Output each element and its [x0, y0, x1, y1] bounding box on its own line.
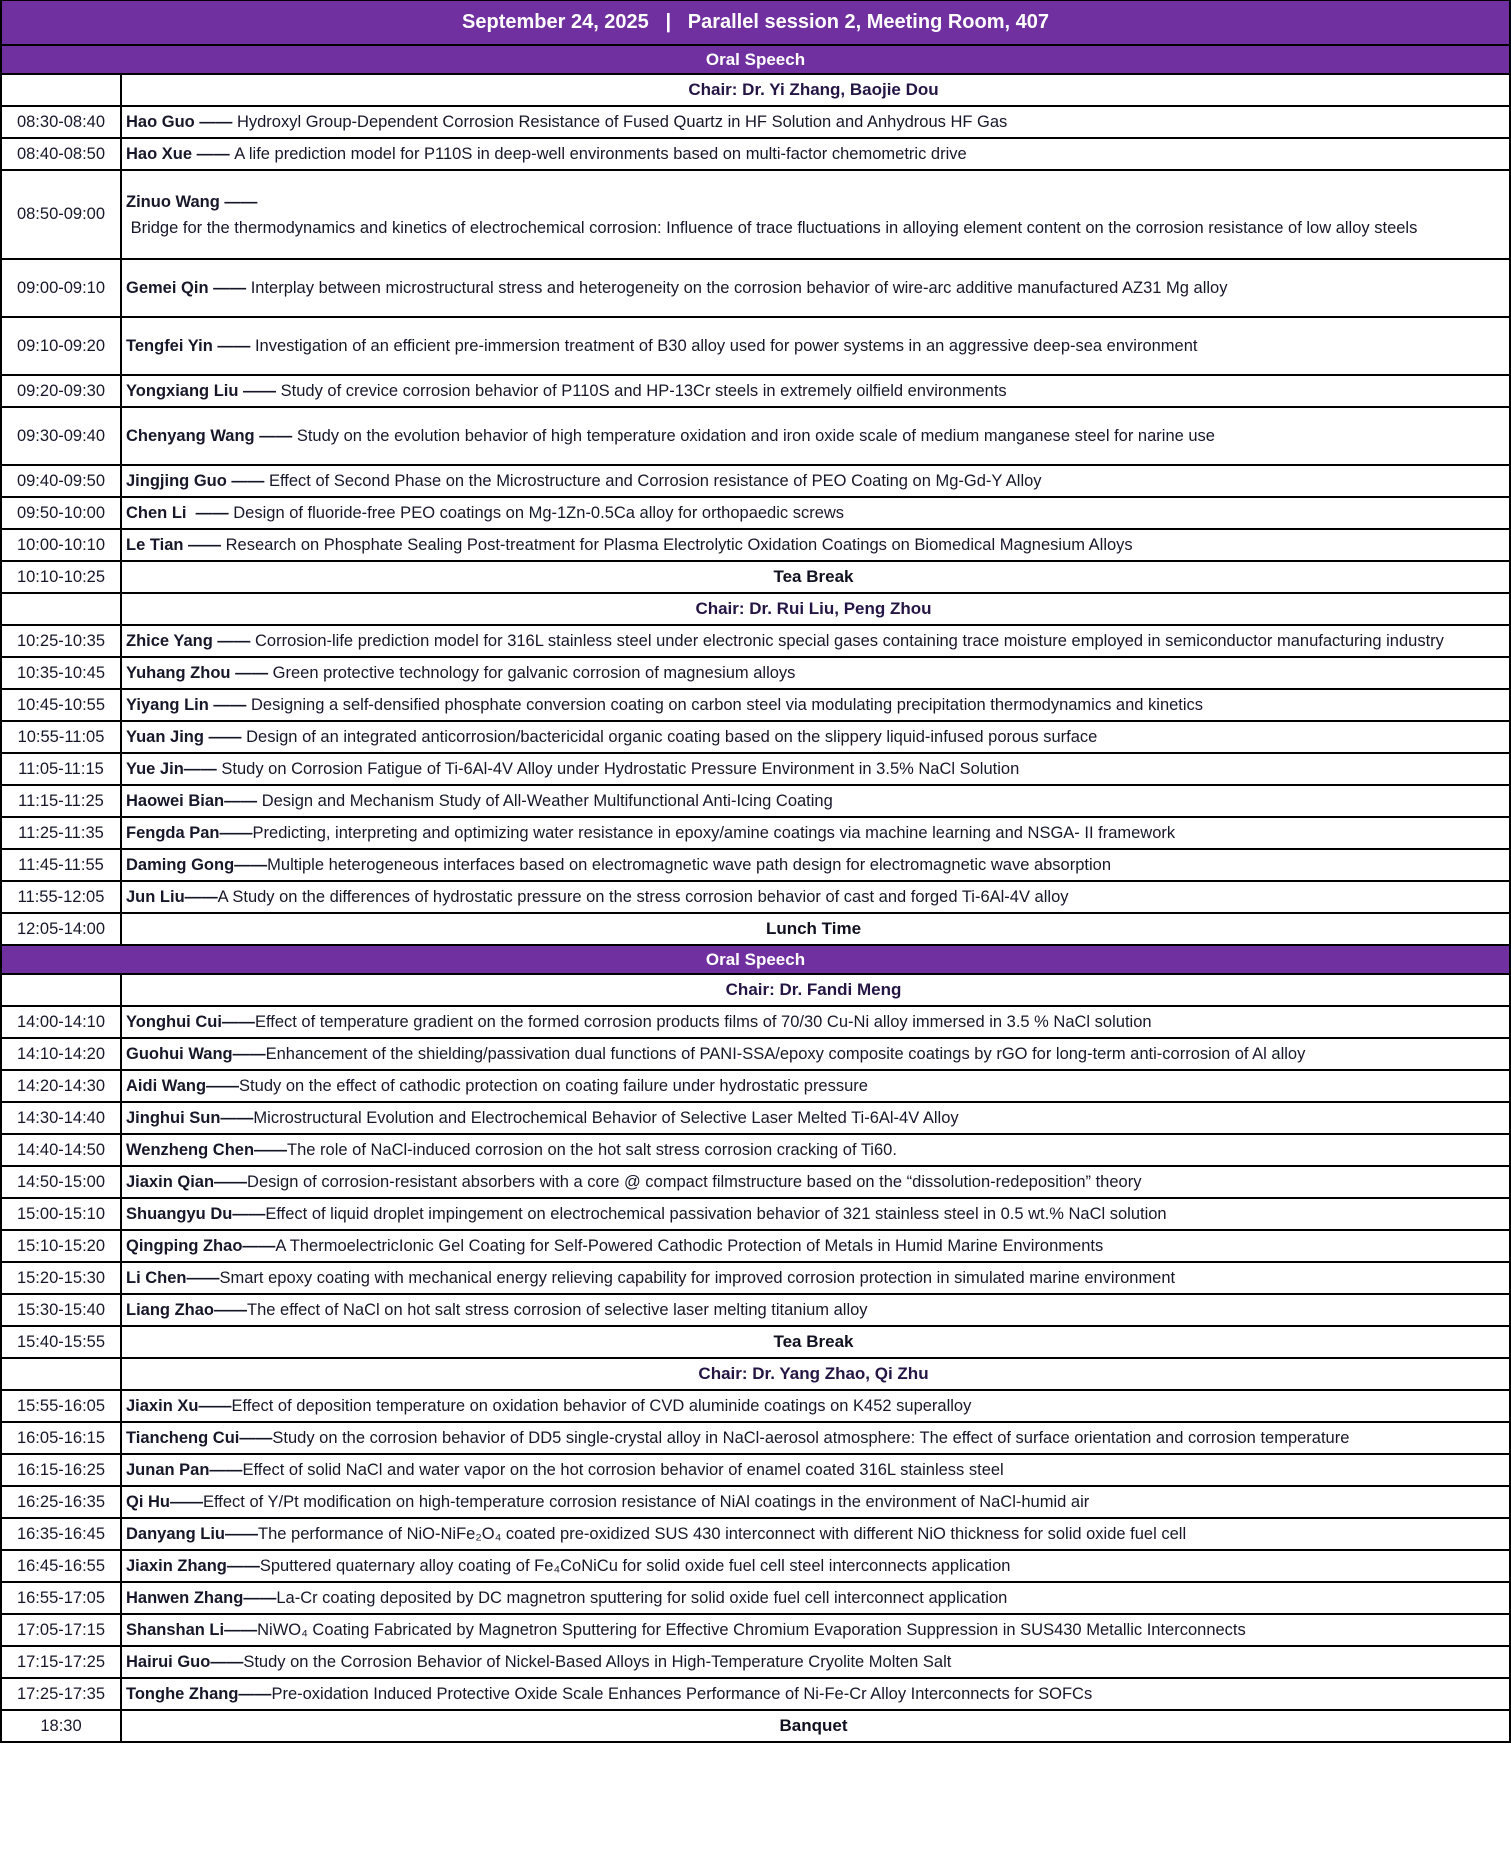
talk-row: [2, 105, 1509, 137]
chair-row: [2, 973, 1509, 1005]
break-cell: [122, 1711, 1509, 1741]
chair-row: [2, 73, 1509, 105]
talk-cell: [122, 171, 1509, 258]
time-cell: 16:55-17:05: [2, 1583, 122, 1613]
talk-title: Enhancement of the shielding/passivation dual functions of PANI-SSA/epoxy composite coatings by rGO for long-term anti-corrosion of Al alloy: [265, 1045, 1306, 1063]
time-cell: 09:00-09:10: [2, 260, 122, 316]
talk-cell: [122, 530, 1509, 560]
talk-cell: [122, 107, 1509, 137]
talk-row: [2, 1037, 1509, 1069]
talk-title: Effect of temperature gradient on the formed corrosion products films of 70/30 Cu-Ni alloy immersed in 3.5 % NaCl solution: [254, 1013, 1152, 1031]
time-cell: 11:25-11:35: [2, 818, 122, 848]
talk-row: [2, 848, 1509, 880]
time-cell: 10:25-10:35: [2, 626, 122, 656]
talk-row: [2, 880, 1509, 912]
speaker-name: Hao Guo ——: [126, 113, 233, 131]
speaker-name: Yongxiang Liu ——: [126, 382, 277, 400]
break-cell: [122, 562, 1509, 592]
break-row: [2, 560, 1509, 592]
time-cell: 09:30-09:40: [2, 408, 122, 464]
talk-title: Bridge for the thermodynamics and kinetics of electrochemical corrosion: Influence of trace fluctuations in alloying element content on the corrosion resistance of low alloy steels: [126, 218, 1418, 237]
talk-row: [2, 1421, 1509, 1453]
talk-title: Sputtered quaternary alloy coating of Fe₄CoNiCu for solid oxide fuel cell steel interconnects application: [259, 1557, 1011, 1575]
talk-cell: [122, 1167, 1509, 1197]
chair-cell: [122, 1359, 1509, 1389]
time-cell: [2, 1359, 122, 1389]
talk-row: [2, 406, 1509, 464]
speaker-name: Yuhang Zhou ——: [126, 664, 269, 682]
talk-cell: [122, 786, 1509, 816]
talk-title: Design of fluoride-free PEO coatings on Mg-1Zn-0.5Ca alloy for orthopaedic screws: [228, 504, 845, 522]
talk-cell: [122, 1679, 1509, 1709]
time-cell: 17:25-17:35: [2, 1679, 122, 1709]
talk-cell: [122, 1231, 1509, 1261]
talk-row: [2, 624, 1509, 656]
time-cell: 11:15-11:25: [2, 786, 122, 816]
time-cell: [2, 594, 122, 624]
talk-row: [2, 1133, 1509, 1165]
speaker-name: Shanshan Li——: [126, 1621, 258, 1639]
talk-title: A ThermoelectricIonic Gel Coating for Self-Powered Cathodic Protection of Metals in Humid Marine Environments: [275, 1237, 1104, 1255]
talk-row: [2, 1485, 1509, 1517]
time-cell: 08:30-08:40: [2, 107, 122, 137]
speaker-name: Junan Pan——: [126, 1461, 243, 1479]
chair-label: Chair: Dr. Rui Liu, Peng Zhou: [695, 599, 932, 618]
time-cell: 14:30-14:40: [2, 1103, 122, 1133]
talk-title: Study on the effect of cathodic protection on coating failure under hydrostatic pressure: [239, 1077, 868, 1095]
speaker-name: Hanwen Zhang——: [126, 1589, 277, 1607]
break-label: Tea Break: [773, 1332, 854, 1351]
break-row: [2, 1325, 1509, 1357]
time-cell: [2, 75, 122, 105]
chair-label: Chair: Dr. Yi Zhang, Baojie Dou: [688, 80, 939, 99]
talk-row: [2, 1165, 1509, 1197]
talk-row: [2, 1453, 1509, 1485]
talk-cell: [122, 1551, 1509, 1581]
talk-title: Investigation of an efficient pre-immersion treatment of B30 alloy used for power systems in an aggressive deep-sea environment: [250, 337, 1198, 355]
time-cell: 11:45-11:55: [2, 850, 122, 880]
speaker-name: Li Chen——: [126, 1269, 220, 1287]
speaker-name: Hao Xue ——: [126, 145, 230, 163]
section-banner-label: Oral Speech: [705, 949, 806, 969]
talk-title: Effect of Y/Pt modification on high-temperature corrosion resistance of NiAl coatings in the environment of NaCl-humid air: [203, 1493, 1090, 1511]
talk-title: Effect of Second Phase on the Microstructure and Corrosion resistance of PEO Coating on Mg-Gd-Y Alloy: [264, 472, 1042, 490]
time-cell: 16:45-16:55: [2, 1551, 122, 1581]
speaker-name: Tiancheng Cui——: [126, 1429, 273, 1447]
speaker-name: Chenyang Wang ——: [126, 427, 293, 445]
time-cell: 14:20-14:30: [2, 1071, 122, 1101]
time-cell: 16:05-16:15: [2, 1423, 122, 1453]
talk-row: [2, 688, 1509, 720]
time-cell: 10:00-10:10: [2, 530, 122, 560]
speaker-name: Gemei Qin ——: [126, 279, 247, 297]
time-cell: 11:05-11:15: [2, 754, 122, 784]
talk-row: [2, 1549, 1509, 1581]
section-banner: [2, 944, 1509, 973]
time-cell: 09:50-10:00: [2, 498, 122, 528]
speaker-name: Jiaxin Zhang——: [126, 1557, 260, 1575]
talk-row: [2, 816, 1509, 848]
talk-row: [2, 258, 1509, 316]
chair-label: Chair: Dr. Fandi Meng: [725, 980, 902, 999]
talk-title: Pre-oxidation Induced Protective Oxide Scale Enhances Performance of Ni-Fe-Cr Alloy Interconnects for SOFCs: [271, 1685, 1093, 1703]
talk-title: Study on Corrosion Fatigue of Ti-6Al-4V Alloy under Hydrostatic Pressure Environment in 3.5% NaCl Solution: [216, 760, 1020, 778]
talk-cell: [122, 1199, 1509, 1229]
talk-title: Study on the evolution behavior of high temperature oxidation and iron oxide scale of medium manganese steel for narine use: [292, 427, 1215, 445]
speaker-name: Zhice Yang ——: [126, 632, 251, 650]
talk-row: [2, 1517, 1509, 1549]
program-rows: [2, 44, 1509, 1741]
time-cell: 17:15-17:25: [2, 1647, 122, 1677]
break-row: [2, 912, 1509, 944]
talk-title: Multiple heterogeneous interfaces based on electromagnetic wave path design for electromagnetic wave absorption: [267, 856, 1112, 874]
time-cell: 16:35-16:45: [2, 1519, 122, 1549]
time-cell: 08:50-09:00: [2, 171, 122, 258]
time-cell: 15:20-15:30: [2, 1263, 122, 1293]
talk-row: [2, 1261, 1509, 1293]
time-cell: 12:05-14:00: [2, 914, 122, 944]
talk-cell: [122, 1423, 1509, 1453]
talk-row: [2, 1613, 1509, 1645]
time-cell: 09:20-09:30: [2, 376, 122, 406]
session-title: September 24, 2025 | Parallel session 2, Meeting Room, 407: [462, 11, 1049, 33]
speaker-name: Shuangyu Du——: [126, 1205, 266, 1223]
talk-title: Green protective technology for galvanic corrosion of magnesium alloys: [268, 664, 796, 682]
speaker-name: Wenzheng Chen——: [126, 1141, 288, 1159]
talk-title: NiWO₄ Coating Fabricated by Magnetron Sputtering for Effective Chromium Evaporation Suppression in SUS430 Metallic Interconnects: [257, 1621, 1246, 1639]
talk-title: Microstructural Evolution and Electrochemical Behavior of Selective Laser Melted Ti-6Al-4V Alloy: [253, 1109, 959, 1127]
talk-title: Interplay between microstructural stress and heterogeneity on the corrosion behavior of wire-arc additive manufactured AZ31 Mg alloy: [246, 279, 1228, 297]
talk-cell: [122, 1583, 1509, 1613]
talk-cell: [122, 1007, 1509, 1037]
chair-cell: [122, 594, 1509, 624]
time-cell: 17:05-17:15: [2, 1615, 122, 1645]
time-cell: 18:30: [2, 1711, 122, 1741]
talk-row: [2, 1069, 1509, 1101]
talk-row: [2, 169, 1509, 258]
talk-title: A life prediction model for P110S in deep-well environments based on multi-factor chemometric drive: [229, 145, 967, 163]
time-cell: 15:10-15:20: [2, 1231, 122, 1261]
time-cell: 11:55-12:05: [2, 882, 122, 912]
section-banner-label: Oral Speech: [705, 49, 806, 69]
talk-cell: [122, 1135, 1509, 1165]
speaker-name: Haowei Bian——: [126, 792, 258, 810]
talk-cell: [122, 1647, 1509, 1677]
speaker-name: Zinuo Wang ——: [126, 192, 258, 211]
chair-cell: [122, 975, 1509, 1005]
talk-cell: [122, 658, 1509, 688]
time-cell: 16:15-16:25: [2, 1455, 122, 1485]
time-cell: [2, 975, 122, 1005]
session-title-bar: [2, 1, 1509, 44]
talk-cell: [122, 818, 1509, 848]
talk-title: A Study on the differences of hydrostatic pressure on the stress corrosion behavior of cast and forged Ti-6Al-4V alloy: [217, 888, 1069, 906]
speaker-name: Chen Li ——: [126, 504, 229, 522]
talk-cell: [122, 1455, 1509, 1485]
talk-cell: [122, 690, 1509, 720]
talk-title: Hydroxyl Group-Dependent Corrosion Resistance of Fused Quartz in HF Solution and Anhydrous HF Gas: [232, 113, 1008, 131]
speaker-name: Le Tian ——: [126, 536, 222, 554]
talk-row: [2, 496, 1509, 528]
break-cell: [122, 1327, 1509, 1357]
talk-cell: [122, 1103, 1509, 1133]
talk-cell: [122, 1039, 1509, 1069]
talk-cell: [122, 1487, 1509, 1517]
chair-row: [2, 592, 1509, 624]
speaker-name: Guohui Wang——: [126, 1045, 266, 1063]
speaker-name: Hairui Guo——: [126, 1653, 244, 1671]
speaker-name: Daming Gong——: [126, 856, 268, 874]
speaker-name: Fengda Pan——: [126, 824, 253, 842]
talk-row: [2, 784, 1509, 816]
chair-cell: [122, 75, 1509, 105]
time-cell: 15:40-15:55: [2, 1327, 122, 1357]
time-cell: 14:50-15:00: [2, 1167, 122, 1197]
time-cell: 10:35-10:45: [2, 658, 122, 688]
talk-title: Design of corrosion-resistant absorbers with a core @ compact filmstructure based on the “dissolution-redeposition” theory: [247, 1173, 1142, 1191]
speaker-name: Jun Liu——: [126, 888, 218, 906]
talk-title: The performance of NiO-NiFe₂O₄ coated pre-oxidized SUS 430 interconnect with different NiO thickness for solid oxide fuel cell: [258, 1525, 1187, 1543]
talk-row: [2, 1101, 1509, 1133]
talk-cell: [122, 850, 1509, 880]
talk-cell: [122, 1391, 1509, 1421]
talk-row: [2, 528, 1509, 560]
time-cell: 14:10-14:20: [2, 1039, 122, 1069]
talk-title: Effect of deposition temperature on oxidation behavior of CVD aluminide coatings on K452 superalloy: [231, 1397, 972, 1415]
talk-title: The effect of NaCl on hot salt stress corrosion of selective laser melting titanium alloy: [247, 1301, 868, 1319]
talk-row: [2, 1293, 1509, 1325]
speaker-name: Yue Jin——: [126, 760, 217, 778]
talk-cell: [122, 1295, 1509, 1325]
talk-title: Corrosion-life prediction model for 316L stainless steel under electronic special gases containing trace moisture employed in semiconductor manufacturing industry: [250, 632, 1444, 650]
talk-row: [2, 1677, 1509, 1709]
talk-cell: [122, 376, 1509, 406]
talk-cell: [122, 466, 1509, 496]
speaker-name: Yuan Jing ——: [126, 728, 242, 746]
speaker-name: Jingjing Guo ——: [126, 472, 265, 490]
talk-title: Designing a self-densified phosphate conversion coating on carbon steel via modulating precipitation thermodynamics and kinetics: [246, 696, 1204, 714]
break-row: [2, 1709, 1509, 1741]
speaker-name: Tengfei Yin ——: [126, 337, 251, 355]
time-cell: 09:40-09:50: [2, 466, 122, 496]
chair-label: Chair: Dr. Yang Zhao, Qi Zhu: [698, 1364, 929, 1383]
talk-cell: [122, 626, 1509, 656]
break-label: Lunch Time: [765, 919, 862, 938]
talk-cell: [122, 722, 1509, 752]
talk-cell: [122, 408, 1509, 464]
speaker-name: Aidi Wang——: [126, 1077, 240, 1095]
talk-row: [2, 1581, 1509, 1613]
talk-title: Study on the Corrosion Behavior of Nickel-Based Alloys in High-Temperature Cryolite Molten Salt: [243, 1653, 952, 1671]
talk-title: The role of NaCl-induced corrosion on the hot salt stress corrosion cracking of Ti60.: [287, 1141, 897, 1159]
time-cell: 10:10-10:25: [2, 562, 122, 592]
talk-row: [2, 464, 1509, 496]
time-cell: 14:40-14:50: [2, 1135, 122, 1165]
speaker-name: Jiaxin Xu——: [126, 1397, 232, 1415]
time-cell: 14:00-14:10: [2, 1007, 122, 1037]
talk-row: [2, 374, 1509, 406]
talk-cell: [122, 1263, 1509, 1293]
talk-row: [2, 1645, 1509, 1677]
talk-row: [2, 1197, 1509, 1229]
talk-cell: [122, 318, 1509, 374]
talk-row: [2, 656, 1509, 688]
talk-title: Smart epoxy coating with mechanical energy relieving capability for improved corrosion protection in simulated marine environment: [219, 1269, 1176, 1287]
talk-row: [2, 1229, 1509, 1261]
speaker-name: Jinghui Sun——: [126, 1109, 254, 1127]
time-cell: 09:10-09:20: [2, 318, 122, 374]
time-cell: 15:30-15:40: [2, 1295, 122, 1325]
talk-cell: [122, 139, 1509, 169]
talk-row: [2, 1005, 1509, 1037]
talk-row: [2, 720, 1509, 752]
speaker-name: Tonghe Zhang——: [126, 1685, 272, 1703]
speaker-name: Yonghui Cui——: [126, 1013, 255, 1031]
break-cell: [122, 914, 1509, 944]
talk-cell: [122, 260, 1509, 316]
chair-row: [2, 1357, 1509, 1389]
speaker-name: Jiaxin Qian——: [126, 1173, 248, 1191]
talk-title: Design of an integrated anticorrosion/bactericidal organic coating based on the slippery liquid-infused porous surface: [241, 728, 1098, 746]
talk-title: Research on Phosphate Sealing Post-treatment for Plasma Electrolytic Oxidation Coatings on Biomedical Magnesium Alloys: [221, 536, 1133, 554]
time-cell: 16:25-16:35: [2, 1487, 122, 1517]
time-cell: 15:00-15:10: [2, 1199, 122, 1229]
talk-title: La-Cr coating deposited by DC magnetron sputtering for solid oxide fuel cell interconnect application: [276, 1589, 1008, 1607]
talk-cell: [122, 498, 1509, 528]
talk-row: [2, 752, 1509, 784]
talk-row: [2, 137, 1509, 169]
talk-title: Effect of solid NaCl and water vapor on the hot corrosion behavior of enamel coated 316L stainless steel: [242, 1461, 1004, 1479]
speaker-name: Qingping Zhao——: [126, 1237, 276, 1255]
speaker-name: Danyang Liu——: [126, 1525, 259, 1543]
talk-title: Study of crevice corrosion behavior of P110S and HP-13Cr steels in extremely oilfield environments: [276, 382, 1007, 400]
talk-row: [2, 1389, 1509, 1421]
break-label: Banquet: [779, 1716, 848, 1735]
time-cell: 15:55-16:05: [2, 1391, 122, 1421]
talk-cell: [122, 1071, 1509, 1101]
speaker-name: Yiyang Lin ——: [126, 696, 247, 714]
section-banner: [2, 44, 1509, 73]
talk-title: Design and Mechanism Study of All-Weather Multifunctional Anti-Icing Coating: [257, 792, 833, 810]
talk-cell: [122, 1615, 1509, 1645]
talk-title: Predicting, interpreting and optimizing water resistance in epoxy/amine coatings via machine learning and NSGA- II framework: [252, 824, 1176, 842]
time-cell: 10:55-11:05: [2, 722, 122, 752]
talk-row: [2, 316, 1509, 374]
speaker-name: Qi Hu——: [126, 1493, 203, 1511]
time-cell: 08:40-08:50: [2, 139, 122, 169]
talk-cell: [122, 882, 1509, 912]
break-label: Tea Break: [773, 567, 854, 586]
talk-title: Study on the corrosion behavior of DD5 single-crystal alloy in NaCl-aerosol atmosphere: The effect of surface orientation and corrosion temperature: [272, 1429, 1350, 1447]
talk-cell: [122, 1519, 1509, 1549]
talk-cell: [122, 754, 1509, 784]
speaker-name: Liang Zhao——: [126, 1301, 247, 1319]
talk-title: Effect of liquid droplet impingement on electrochemical passivation behavior of 321 stainless steel in 0.5 wt.% NaCl solution: [265, 1205, 1167, 1223]
time-cell: 10:45-10:55: [2, 690, 122, 720]
